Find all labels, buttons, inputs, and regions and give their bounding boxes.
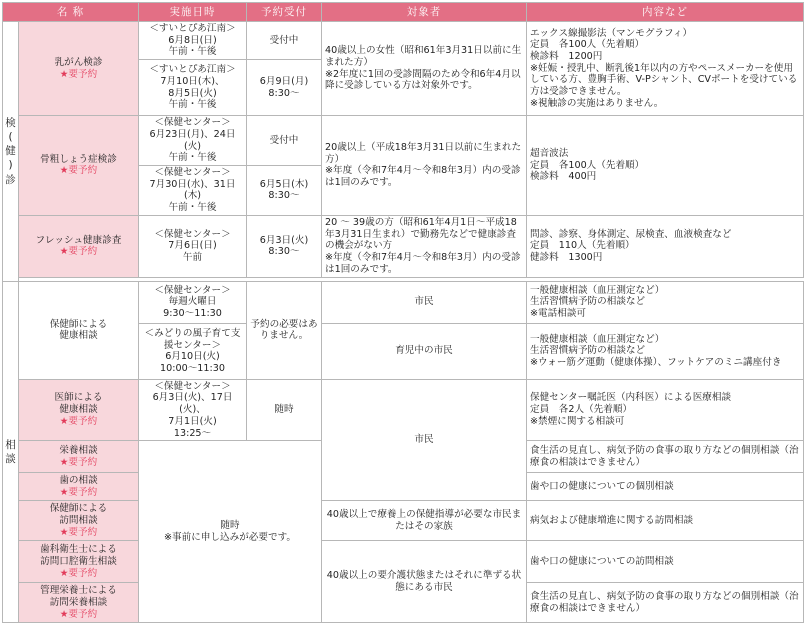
health-schedule-table xyxy=(2,2,804,623)
table-row xyxy=(3,281,804,323)
item-name-fresh xyxy=(19,215,139,277)
item-name-label: 栄養相談 xyxy=(59,445,98,457)
item-name-eiyo xyxy=(19,441,139,473)
content-cell: エックス線撮影法（マンモグラフィ） 定員 各100人（先着順） 検診料 1200円 ※妊娠・授乳中、断乳後1年以内の方やペースメーカーを使用している方、豊胸手術、V-Pシャント、CVポートを受けている方は受診できません。 ※視触診の実施はありません。 xyxy=(527,22,804,116)
reception-cell: 6月9日(月) 8:30～ xyxy=(247,60,322,116)
content-cell: 歯や口の健康についての個別相談 xyxy=(527,473,804,501)
target-cell: 40歳以上の女性（昭和61年3月31日以前に生まれた方） ※2年度に1回の受診間隔のため令和6年4月以降に受診している方は対象外です。 xyxy=(322,22,527,116)
reception-cell: 6月5日(木) 8:30～ xyxy=(247,165,322,215)
header-row xyxy=(3,3,804,22)
table-row xyxy=(3,541,804,583)
item-name-label: 管理栄養士による 訪問栄養相談 xyxy=(40,585,117,608)
target-cell: 育児中の市民 xyxy=(322,323,527,379)
dates-cell: ＜保健センター＞ 毎週火曜日 9:30～11:30 xyxy=(139,281,247,323)
reception-cell: 6月3日(火) 8:30～ xyxy=(247,215,322,277)
table-row xyxy=(3,501,804,541)
reserve-mark: ★要予約 xyxy=(59,68,98,80)
reserve-mark: ★要予約 xyxy=(59,486,98,498)
table-row xyxy=(3,215,804,277)
item-name-label: 乳がん検診 xyxy=(54,56,103,68)
reception-cell: 受付中 xyxy=(247,116,322,166)
item-name-label: 保健師による 訪問相談 xyxy=(49,503,108,526)
content-cell: 食生活の見直し、病気予防の食事の取り方などの個別相談（治療食の相談はできません） xyxy=(527,441,804,473)
anytime-cell: 随時 ※事前に申し込みが必要です。 xyxy=(139,441,322,623)
item-name-shika xyxy=(19,541,139,583)
target-cell: 40歳以上で療養上の保健指導が必要な市民またはその家族 xyxy=(322,501,527,541)
item-name-label: 歯の相談 xyxy=(59,475,98,487)
table-row xyxy=(3,22,804,60)
item-name-nyugan xyxy=(19,22,139,116)
dates-cell: ＜保健センター＞ 6月23日(月)、24日(火) 午前・午後 xyxy=(139,116,247,166)
dates-cell: ＜みどりの風子育て支援センター＞ 6月10日(火) 10:00～11:30 xyxy=(139,323,247,379)
item-name-label: 骨粗しょう症検診 xyxy=(40,153,117,165)
table-row xyxy=(3,379,804,441)
reserve-mark: ★要予約 xyxy=(59,456,98,468)
dates-cell: ＜保健センター＞ 7月6日(日) 午前 xyxy=(139,215,247,277)
target-cell: 市民 xyxy=(322,379,527,501)
content-cell: 一般健康相談（血圧測定など） 生活習慣病予防の相談など ※ウォー筋グ運動（健康体操）、フットケアのミニ講座付き xyxy=(527,323,804,379)
content-cell: 食生活の見直し、病気予防の食事の取り方などの個別相談（治療食の相談はできません） xyxy=(527,583,804,623)
item-name-label: 保健師による 健康相談 xyxy=(49,318,108,342)
target-cell: 20歳以上（平成18年3月31日以前に生まれた方） ※年度（令和7年4月～令和8年3月）内の受診は1回のみです。 xyxy=(322,116,527,216)
content-cell: 超音波法 定員 各100人（先着順） 検診料 400円 xyxy=(527,116,804,216)
header-content: 内容など xyxy=(527,3,804,22)
dates-cell: ＜保健センター＞ 7月30日(水)、31日(木) 午前・午後 xyxy=(139,165,247,215)
reception-cell: 予約の必要はありません。 xyxy=(247,281,322,379)
item-name-kotsu xyxy=(19,116,139,216)
header-reception: 予約受付 xyxy=(247,3,322,22)
reserve-mark: ★要予約 xyxy=(59,567,98,579)
content-cell: 歯や口の健康についての訪問相談 xyxy=(527,541,804,583)
dates-cell: ＜保健センター＞ 6月3日(火)、17日(火)、 7月1日(火) 13:25～ xyxy=(139,379,247,441)
reserve-mark: ★要予約 xyxy=(59,246,98,258)
target-cell: 市民 xyxy=(322,281,527,323)
item-name-label: フレッシュ健康診査 xyxy=(35,234,122,246)
item-name-houmon-hokenshi xyxy=(19,501,139,541)
reserve-mark: ★要予約 xyxy=(59,415,98,427)
reserve-mark: ★要予約 xyxy=(59,608,98,620)
header-target: 対象者 xyxy=(322,3,527,22)
category-soudan: 相 談 xyxy=(3,281,19,623)
item-name-kanri xyxy=(19,583,139,623)
reserve-mark: ★要予約 xyxy=(59,526,98,538)
item-name-label: 歯科衛生士による 訪問口腔衛生相談 xyxy=(40,544,117,567)
item-name-ha xyxy=(19,473,139,501)
item-name-label: 医師による 健康相談 xyxy=(54,392,103,416)
reception-cell: 随時 xyxy=(247,379,322,441)
content-cell: 保健センター嘱託医（内科医）による医療相談 定員 各2人（先着順） ※禁煙に関する相談可 xyxy=(527,379,804,441)
reserve-mark: ★要予約 xyxy=(59,165,98,177)
category-kenshin: 検 ( 健 ) 診 xyxy=(3,22,19,282)
content-cell: 病気および健康増進に関する訪問相談 xyxy=(527,501,804,541)
target-cell: 20 ～ 39歳の方（昭和61年4月1日～平成18年3月31日生まれ）で勤務先などで健康診査の機会がない方 ※年度（令和7年4月～令和8年3月）内の受診は1回のみです。 xyxy=(322,215,527,277)
table-row xyxy=(3,116,804,166)
content-cell: 問診、診察、身体測定、尿検査、血液検査など 定員 110人（先着順） 健診料 1300円 xyxy=(527,215,804,277)
item-name-hokenshi xyxy=(19,281,139,379)
item-name-ishi xyxy=(19,379,139,441)
dates-cell: ＜すいとぴあ江南＞ 7月10日(木)、 8月5日(火) 午前・午後 xyxy=(139,60,247,116)
header-name: 名 称 xyxy=(3,3,139,22)
content-cell: 一般健康相談（血圧測定など） 生活習慣病予防の相談など ※電話相談可 xyxy=(527,281,804,323)
header-dates: 実施日時 xyxy=(139,3,247,22)
dates-cell: ＜すいとぴあ江南＞ 6月8日(日) 午前・午後 xyxy=(139,22,247,60)
target-cell: 40歳以上の要介護状態またはそれに準ずる状態にある市民 xyxy=(322,541,527,623)
reception-cell: 受付中 xyxy=(247,22,322,60)
